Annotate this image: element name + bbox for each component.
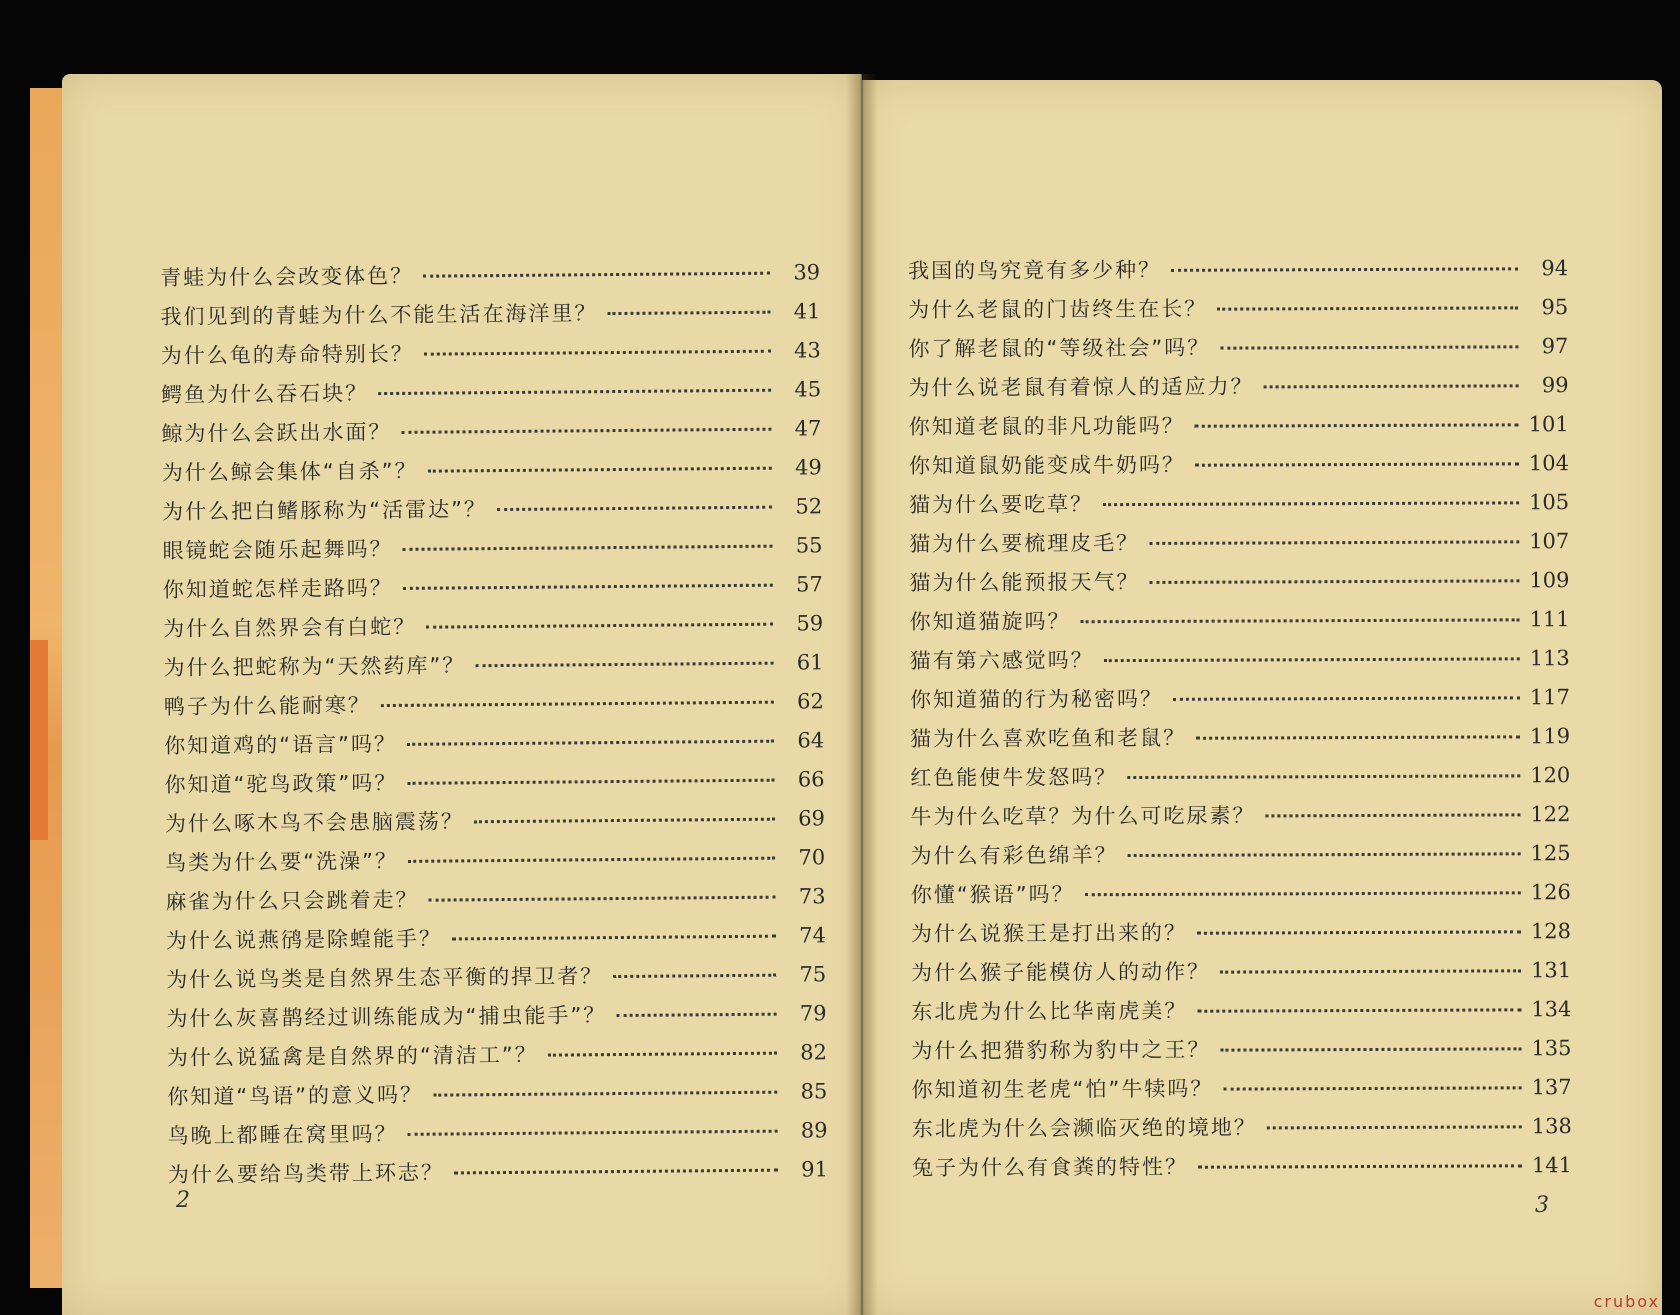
dot-leader <box>474 818 775 824</box>
toc-entry-title: 为什么说猛禽是自然界的“清洁工”？ <box>166 1042 538 1070</box>
toc-entry <box>912 1110 1572 1152</box>
book-gutter <box>846 74 878 1315</box>
toc-entry-page: 107 <box>1529 529 1570 554</box>
toc-entry-title: 你知道“驼鸟政策”吗？ <box>164 770 398 797</box>
right-page-number: 3 <box>1535 1193 1549 1218</box>
dot-leader <box>497 506 772 511</box>
toc-entry-title: 东北虎为什么会濒临灭绝的境地？ <box>911 1115 1257 1141</box>
dot-leader <box>1104 657 1520 662</box>
toc-entry-page: 104 <box>1528 451 1569 476</box>
toc-entry-title: 为什么灰喜鹊经过训练能成为“捕虫能手”？ <box>166 1003 607 1031</box>
toc-entry-page: 64 <box>797 728 825 753</box>
toc-entry-title: 你知道“鸟语”的意义吗？ <box>167 1082 424 1109</box>
toc-entry <box>910 681 1570 723</box>
toc-entry <box>165 802 825 847</box>
toc-entry <box>166 919 826 964</box>
toc-entry-title: 眼镜蛇会随乐起舞吗？ <box>162 536 393 563</box>
toc-entry-page: 97 <box>1541 334 1569 359</box>
toc-entry <box>166 958 826 1003</box>
toc-entry <box>163 568 823 613</box>
dot-leader <box>452 935 776 941</box>
toc-entry <box>167 1075 827 1120</box>
toc-entry <box>909 408 1569 450</box>
toc-entry-page: 95 <box>1541 295 1569 320</box>
toc-entry-title: 鸟类为什么要“洗澡”？ <box>165 848 399 875</box>
dot-leader <box>454 1169 778 1175</box>
dot-leader <box>616 1013 776 1017</box>
dot-leader <box>1081 618 1520 623</box>
toc-entry-page: 134 <box>1531 997 1572 1022</box>
dot-leader <box>1103 501 1519 506</box>
toc-entry <box>160 295 820 340</box>
toc-entry-page: 41 <box>793 299 821 324</box>
dot-leader <box>1149 540 1519 545</box>
toc-entry-page: 101 <box>1528 412 1569 437</box>
dot-leader <box>423 272 770 278</box>
toc-entry-title: 你知道初生老虎“怕”牛犊吗？ <box>911 1076 1214 1102</box>
dot-leader <box>433 1091 777 1097</box>
toc-entry-page: 111 <box>1529 607 1570 632</box>
dot-leader <box>1265 813 1520 817</box>
toc-entry <box>911 1032 1571 1074</box>
toc-entry-page: 43 <box>793 338 821 363</box>
toc-entry <box>162 490 822 535</box>
toc-entry <box>162 529 822 574</box>
dot-leader <box>1149 579 1519 584</box>
dot-leader <box>1196 735 1520 739</box>
watermark: crubox <box>1593 1292 1660 1311</box>
toc-entry-title: 东北虎为什么比华南虎美？ <box>911 998 1188 1024</box>
toc-entry-title: 青蛙为什么会改变体色？ <box>160 263 414 290</box>
toc-entry <box>912 1149 1572 1191</box>
toc-entry-title: 为什么把蛇称为“天然药库”？ <box>163 653 466 680</box>
toc-entry-title: 我国的鸟究竟有多少种？ <box>908 257 1162 283</box>
toc-entry-title: 为什么把白鳍豚称为“活雷达”？ <box>162 497 488 524</box>
toc-entry-page: 49 <box>794 455 822 480</box>
dot-leader <box>401 428 771 434</box>
toc-entry-page: 59 <box>796 611 824 636</box>
dot-leader <box>408 1130 778 1136</box>
dot-leader <box>607 311 770 315</box>
toc-entry-title: 为什么把猎豹称为豹中之王？ <box>911 1037 1211 1063</box>
toc-entry-page: 70 <box>798 845 826 870</box>
toc-entry-page: 141 <box>1531 1153 1573 1178</box>
toc-entry-page: 75 <box>799 962 827 987</box>
toc-entry <box>910 798 1570 840</box>
toc-entry-title: 为什么啄木鸟不会患脑震荡？ <box>164 809 464 836</box>
toc-entry-page: 126 <box>1530 880 1571 905</box>
dot-leader <box>1220 1047 1521 1051</box>
toc-entry <box>909 525 1569 567</box>
toc-entry-title: 为什么说鸟类是自然界生态平衡的捍卫者？ <box>166 964 604 992</box>
toc-entry <box>911 837 1571 879</box>
toc-entry-page: 131 <box>1530 958 1572 983</box>
toc-entry <box>912 1071 1572 1113</box>
toc-entry-page: 109 <box>1529 568 1570 593</box>
toc-entry-page: 119 <box>1529 724 1571 749</box>
dot-leader <box>1267 1125 1522 1129</box>
toc-entry-page: 45 <box>794 377 822 402</box>
toc-entry-title: 麻雀为什么只会跳着走？ <box>165 887 419 914</box>
dot-leader <box>1195 462 1519 466</box>
toc-entry <box>166 997 826 1042</box>
toc-entry-title: 为什么说老鼠有着惊人的适应力？ <box>908 374 1254 400</box>
left-toc-list <box>160 256 828 1198</box>
dot-leader <box>429 896 776 902</box>
toc-entry <box>163 646 823 691</box>
dot-leader <box>1264 384 1519 388</box>
dot-leader <box>407 779 774 785</box>
toc-entry-title: 为什么鲸会集体“自杀”？ <box>161 458 418 485</box>
toc-entry-page: 99 <box>1541 373 1569 398</box>
toc-entry <box>910 759 1570 801</box>
toc-entry-page: 66 <box>797 767 825 792</box>
toc-entry-page: 117 <box>1529 685 1570 710</box>
toc-entry-title: 兔子为什么有食粪的特性？ <box>911 1154 1189 1180</box>
dot-leader <box>475 662 773 668</box>
toc-entry-title: 为什么有彩色绵羊？ <box>910 843 1118 868</box>
toc-entry-title: 猫有第六感觉吗？ <box>909 648 1094 673</box>
toc-entry-title: 猫为什么能预报天气？ <box>909 569 1140 595</box>
toc-entry-title: 鳄鱼为什么吞石块？ <box>161 381 369 407</box>
dot-leader <box>548 1052 777 1057</box>
toc-entry-title: 猫为什么要吃草？ <box>909 492 1094 517</box>
dot-leader <box>424 350 771 356</box>
toc-entry <box>165 841 825 886</box>
toc-entry <box>168 1153 828 1198</box>
dot-leader <box>403 584 773 590</box>
dot-leader <box>1085 891 1521 896</box>
toc-entry <box>908 291 1568 333</box>
toc-entry-page: 57 <box>795 572 823 597</box>
toc-entry-title: 牛为什么吃草？为什么可吃尿素？ <box>910 803 1256 829</box>
toc-entry-page: 39 <box>793 260 821 285</box>
toc-entry <box>908 330 1568 372</box>
toc-entry-title: 猫为什么喜欢吃鱼和老鼠？ <box>910 725 1187 751</box>
dot-leader <box>403 545 773 551</box>
dot-leader <box>1223 1086 1521 1090</box>
toc-entry-page: 122 <box>1530 802 1571 827</box>
toc-entry-page: 52 <box>795 494 823 519</box>
cover-stripe <box>30 640 48 840</box>
toc-entry-page: 73 <box>798 884 826 909</box>
toc-entry-page: 82 <box>800 1040 828 1065</box>
toc-entry <box>909 447 1569 489</box>
toc-entry <box>161 412 821 457</box>
toc-entry-title: 为什么说猴王是打出来的？ <box>910 920 1188 946</box>
toc-entry-page: 94 <box>1541 256 1569 281</box>
toc-entry-title: 你知道鸡的“语言”吗？ <box>164 731 398 758</box>
toc-entry <box>164 685 824 730</box>
right-toc-list <box>908 252 1572 1191</box>
toc-entry <box>160 256 820 301</box>
toc-entry-page: 89 <box>800 1118 828 1143</box>
dot-leader <box>1128 852 1521 857</box>
dot-leader <box>378 389 771 395</box>
toc-entry-title: 为什么龟的寿命特别长？ <box>160 341 414 368</box>
toc-entry-title: 鸟晚上都睡在窝里吗？ <box>167 1121 398 1148</box>
toc-entry <box>910 603 1570 645</box>
toc-entry-title: 为什么老鼠的门齿终生在长？ <box>908 296 1208 322</box>
toc-entry-title: 鲸为什么会跃出水面？ <box>161 419 392 446</box>
dot-leader <box>1173 696 1520 701</box>
dot-leader <box>381 701 774 707</box>
dot-leader <box>1171 267 1518 272</box>
toc-entry-page: 55 <box>795 533 823 558</box>
toc-entry-title: 你了解老鼠的“等级社会”吗？ <box>908 335 1211 361</box>
dot-leader <box>428 467 772 473</box>
toc-entry <box>911 915 1571 957</box>
toc-entry <box>164 724 824 769</box>
dot-leader <box>1127 774 1520 779</box>
dot-leader <box>1195 423 1519 427</box>
toc-entry-page: 74 <box>799 923 827 948</box>
toc-entry <box>164 763 824 808</box>
toc-entry-page: 125 <box>1530 841 1571 866</box>
toc-entry-title: 你知道猫旋吗？ <box>909 609 1071 634</box>
toc-entry-title: 你知道蛇怎样走路吗？ <box>162 575 393 602</box>
toc-entry <box>167 1036 827 1081</box>
toc-entry <box>911 993 1571 1035</box>
toc-entry <box>909 486 1569 528</box>
toc-entry-title: 你懂“猴语”吗？ <box>910 882 1075 907</box>
toc-entry <box>910 642 1570 684</box>
toc-entry-title: 为什么要给鸟类带上环志？ <box>167 1160 445 1187</box>
dot-leader <box>1197 1008 1521 1012</box>
toc-entry <box>162 451 822 496</box>
toc-entry-title: 为什么说燕鸻是除蝗能手？ <box>165 926 443 953</box>
toc-entry-page: 79 <box>799 1001 827 1026</box>
toc-entry-page: 105 <box>1528 490 1570 515</box>
toc-entry <box>163 607 823 652</box>
toc-entry-page: 138 <box>1531 1114 1572 1139</box>
toc-entry-title: 猫为什么要梳理皮毛？ <box>909 530 1140 556</box>
toc-entry <box>909 564 1569 606</box>
toc-entry-title: 你知道老鼠的非凡功能吗？ <box>908 413 1185 439</box>
left-page-number: 2 <box>176 1188 190 1213</box>
dot-leader <box>1220 345 1518 349</box>
dot-leader <box>613 974 776 978</box>
toc-entry <box>911 876 1571 918</box>
toc-entry-page: 135 <box>1531 1036 1572 1061</box>
toc-entry-title: 为什么猴子能模仿人的动作？ <box>911 959 1211 985</box>
toc-entry-title: 你知道鼠奶能变成牛奶吗？ <box>908 452 1185 478</box>
toc-entry <box>910 720 1570 762</box>
toc-entry-title: 我们见到的青蛙为什么不能生活在海洋里？ <box>160 301 598 329</box>
toc-entry-title: 你知道猫的行为秘密吗？ <box>909 686 1163 712</box>
toc-entry-page: 61 <box>796 650 824 675</box>
toc-entry <box>161 373 821 418</box>
toc-entry-page: 91 <box>801 1157 829 1182</box>
toc-entry-page: 47 <box>794 416 822 441</box>
dot-leader <box>426 623 773 629</box>
toc-entry-title: 为什么自然界会有白蛇？ <box>163 614 417 641</box>
toc-entry <box>161 334 821 379</box>
dot-leader <box>408 857 775 863</box>
toc-entry-title: 红色能使牛发怒吗？ <box>910 765 1118 790</box>
dot-leader <box>407 740 774 746</box>
dot-leader <box>1197 930 1521 934</box>
toc-entry-page: 113 <box>1529 646 1570 671</box>
dot-leader <box>1198 1164 1522 1168</box>
dot-leader <box>1217 306 1518 310</box>
toc-entry <box>909 369 1569 411</box>
toc-entry <box>908 252 1568 294</box>
toc-entry-page: 62 <box>797 689 824 714</box>
toc-entry-page: 137 <box>1531 1075 1572 1100</box>
toc-entry <box>167 1114 827 1159</box>
toc-entry-title: 鸭子为什么能耐寒？ <box>163 693 371 719</box>
toc-entry <box>165 880 825 925</box>
toc-entry-page: 128 <box>1530 919 1572 944</box>
toc-entry-page: 69 <box>798 806 825 831</box>
toc-entry-page: 120 <box>1530 763 1571 788</box>
toc-entry <box>911 954 1571 996</box>
toc-entry-page: 85 <box>800 1079 828 1104</box>
dot-leader <box>1220 969 1521 973</box>
